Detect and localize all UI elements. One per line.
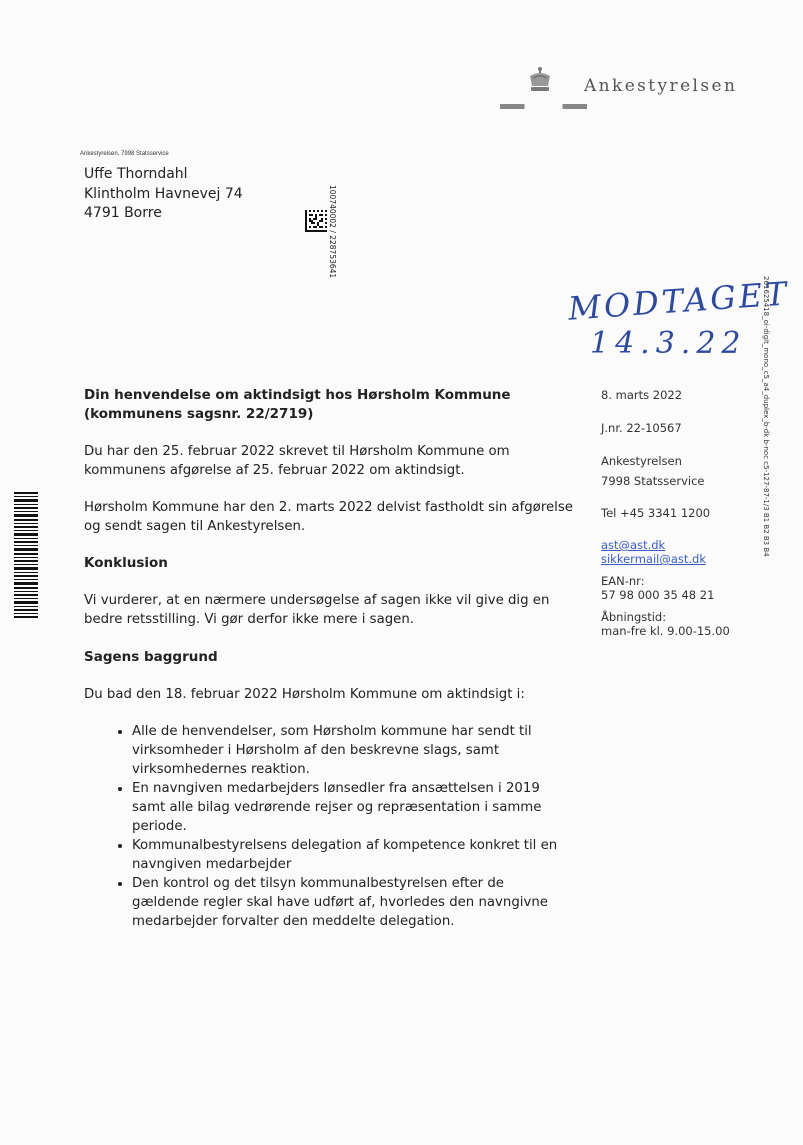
recipient-address xyxy=(84,165,243,224)
letter-date: 8. marts 2022 xyxy=(601,388,683,402)
recipient-name: Uffe Thorndahl xyxy=(84,166,188,182)
list-item: • Kommunalbestyrelsens delegation af kompetence konkret til en navngiven medarbejder xyxy=(132,836,574,874)
title-line-1: Din henvendelse om aktindsigt hos Hørsholm Kommune xyxy=(84,387,511,403)
handwritten-received: MODTAGET xyxy=(566,274,791,328)
vertical-code: 100740002 / 228753641 xyxy=(328,185,337,279)
paragraph-1: Du har den 25. februar 2022 skrevet til Hørsholm Kommune om kommunens afgørelse af 25. februar 2022 om aktindsigt. xyxy=(84,444,510,478)
paragraph-2: Hørsholm Kommune har den 2. marts 2022 delvist fastholdt sin afgørelse og sendt sagen til Ankestyrelsen. xyxy=(84,500,573,534)
brand-underline xyxy=(500,104,587,109)
journal-number: J.nr. 22-10567 xyxy=(601,421,682,435)
heading-conclusion: Konklusion xyxy=(84,555,168,571)
recipient-street: Klintholm Havnevej 74 xyxy=(84,185,243,202)
hours-label: Åbningstid: xyxy=(601,610,667,624)
email-link[interactable]: ast@ast.dk xyxy=(601,538,666,552)
letter-body xyxy=(84,386,574,931)
barcode xyxy=(14,492,38,618)
crown-icon xyxy=(527,66,553,94)
phone: Tel +45 3341 1200 xyxy=(601,506,711,520)
list-item: • En navngiven medarbejders lønsedler fra ansættelsen i 2019 samt alle bilag vedrørende rejser og repræsentation i samme periode. xyxy=(132,779,574,836)
ean-label: EAN-nr: xyxy=(601,574,645,588)
request-list xyxy=(84,722,574,931)
list-item: • Alle de henvendelser, som Hørsholm kommune har sendt til virksomheder i Hørsholm af den beskrevne slags, samt virksomhedernes reaktion. xyxy=(132,722,574,779)
title-line-2: (kommunens sagsnr. 22/2719) xyxy=(84,406,314,422)
brand-name: Ankestyrelsen xyxy=(584,76,738,96)
list-item: • Den kontrol og det tilsyn kommunalbestyrelsen efter de gældende regler skal have udført af, hvorledes den navngivne medarbejder forvalter den meddelte delegation. xyxy=(132,874,574,931)
return-address: Ankestyrelsen, 7998 Statsservice xyxy=(80,151,169,157)
org-address: 7998 Statsservice xyxy=(601,474,705,488)
ean-value: 57 98 000 35 48 21 xyxy=(601,588,715,602)
paragraph-4: Du bad den 18. februar 2022 Hørsholm Kommune om aktindsigt i: xyxy=(84,687,525,702)
letter-title xyxy=(84,386,574,424)
hours-value: man-fre kl. 9.00-15.00 xyxy=(601,624,730,638)
org-name: Ankestyrelsen xyxy=(601,454,682,468)
recipient-city: 4791 Borre xyxy=(84,205,162,221)
heading-background: Sagens baggrund xyxy=(84,649,218,665)
secure-email-link[interactable]: sikkermail@ast.dk xyxy=(601,552,706,566)
handwritten-date: 14.3.22 xyxy=(590,326,747,361)
paragraph-3: Vi vurderer, at en nærmere undersøgelse af sagen ikke vil give dig en bedre retsstilling. Vi gør derfor ikke mere i sagen. xyxy=(84,593,550,627)
side-info xyxy=(601,388,791,638)
print-code: 261625418_oi-digit_mono_c5_a4_duplex_b-dk b-noc c5-127-87-1/3 B1 B2 B3 B4 xyxy=(762,276,770,557)
datamatrix-code xyxy=(305,210,327,232)
